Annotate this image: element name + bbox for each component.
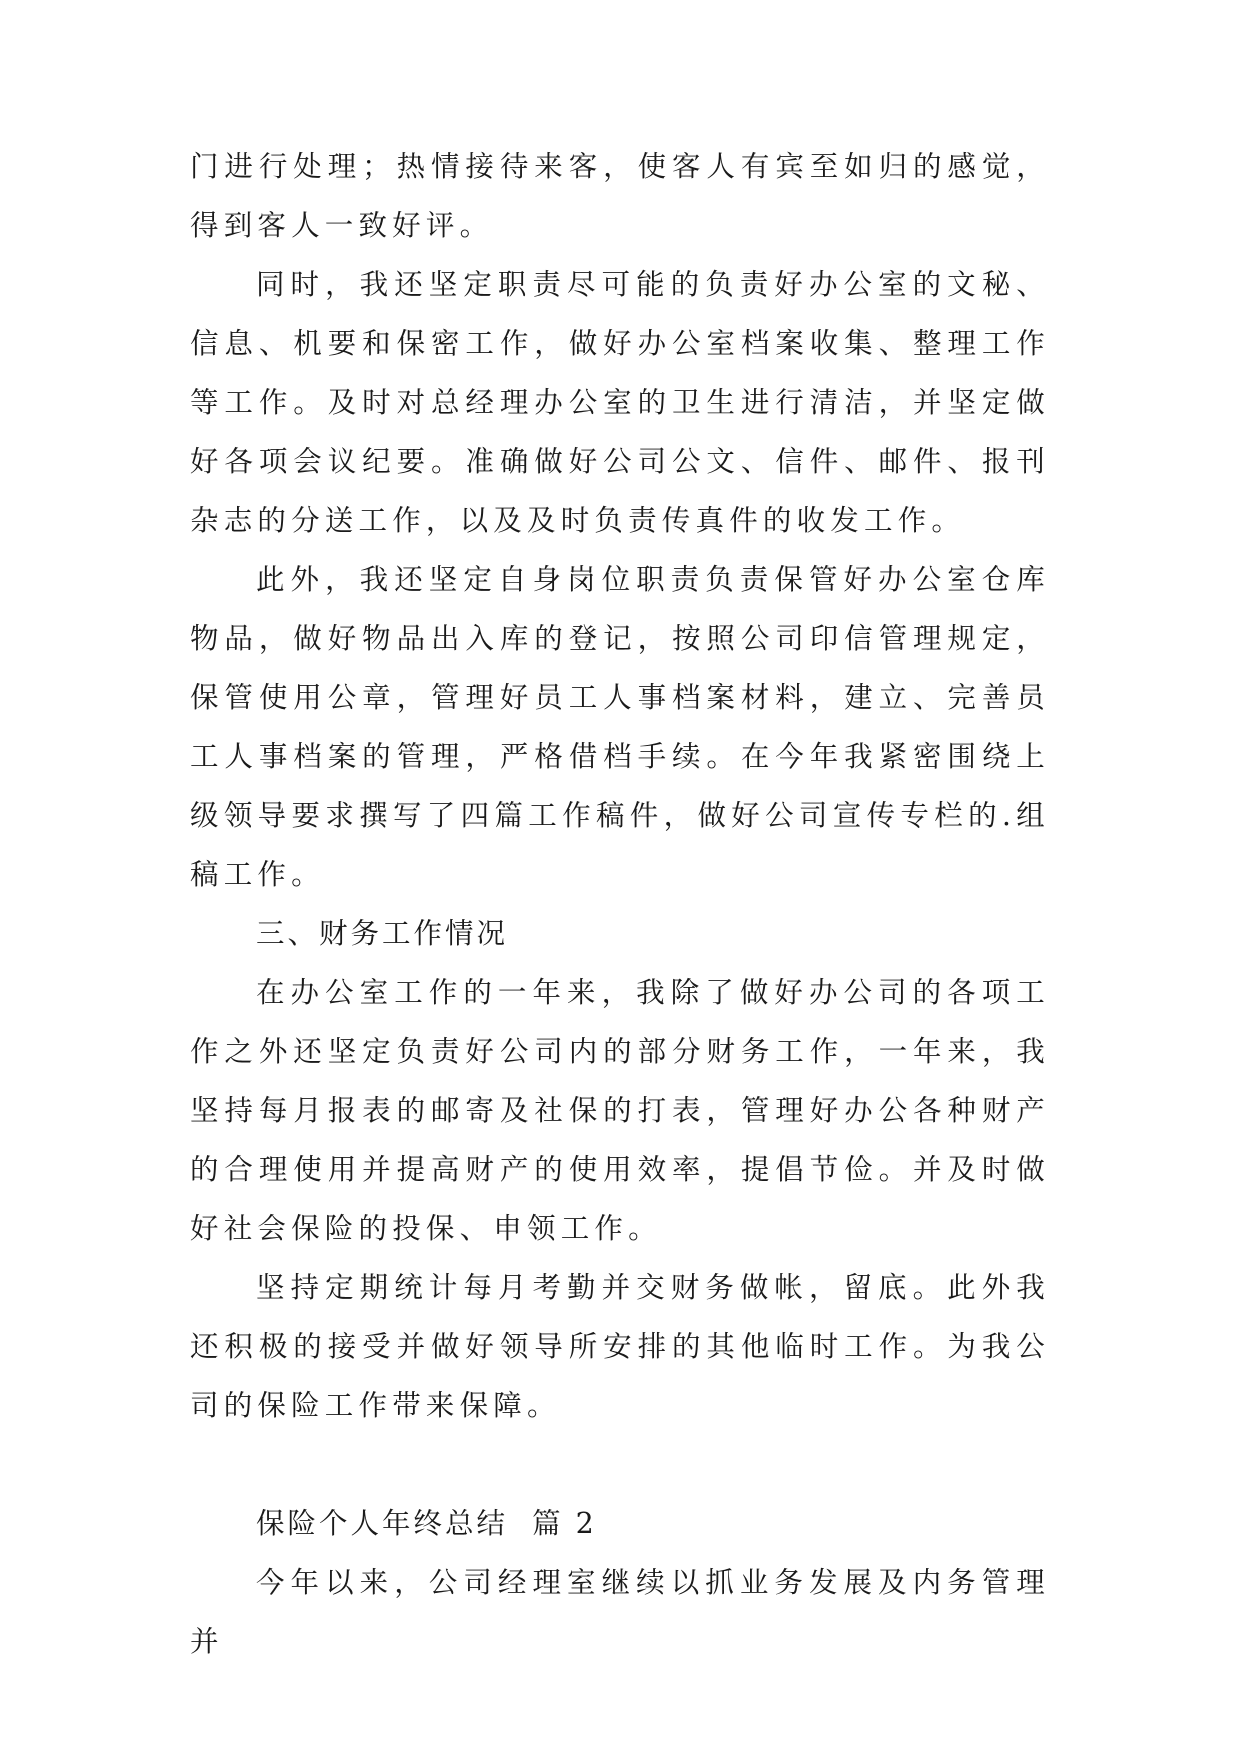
section-gap xyxy=(190,1435,1050,1494)
paragraph-attendance: 坚持定期统计每月考勤并交财务做帐，留底。此外我还积极的接受并做好领导所安排的其他临时工作。为我公司的保险工作带来保障。 xyxy=(190,1271,1050,1422)
paragraph-warehouse: 此外，我还坚定自身岗位职责负责保管好办公室仓库物品，做好物品出入库的登记，按照公司印信管理规定，保管使用公章，管理好员工人事档案材料，建立、完善员工人事档案的管理，严格借档手续。在今年我紧密围绕上级领导要求撰写了四篇工作稿件，做好公司宣传专栏的.组稿工作。 xyxy=(190,563,1050,891)
document-body xyxy=(190,137,1050,1671)
paragraph-duties: 同时，我还坚定职责尽可能的负责好办公室的文秘、信息、机要和保密工作，做好办公室档案收集、整理工作等工作。及时对总经理办公室的卫生进行清洁，并坚定做好各项会议纪要。准确做好公司公文、信件、邮件、报刊杂志的分送工作，以及及时负责传真件的收发工作。 xyxy=(190,268,1050,537)
article-title-part2: 保险个人年终总结 篇 2 xyxy=(256,1507,597,1540)
paragraph-continued: 门进行处理；热情接待来客，使客人有宾至如归的感觉，得到客人一致好评。 xyxy=(190,150,1050,242)
paragraph-intro-part2: 今年以来，公司经理室继续以抓业务发展及内务管理并 xyxy=(190,1566,1050,1658)
paragraph-finance: 在办公室工作的一年来，我除了做好办公司的各项工作之外还坚定负责好公司内的部分财务工作，一年来，我坚持每月报表的邮寄及社保的打表，管理好办公各种财产的合理使用并提高财产的使用效率，提倡节俭。并及时做好社会保险的投保、申领工作。 xyxy=(190,976,1050,1245)
section-heading-finance: 三、财务工作情况 xyxy=(256,917,509,950)
